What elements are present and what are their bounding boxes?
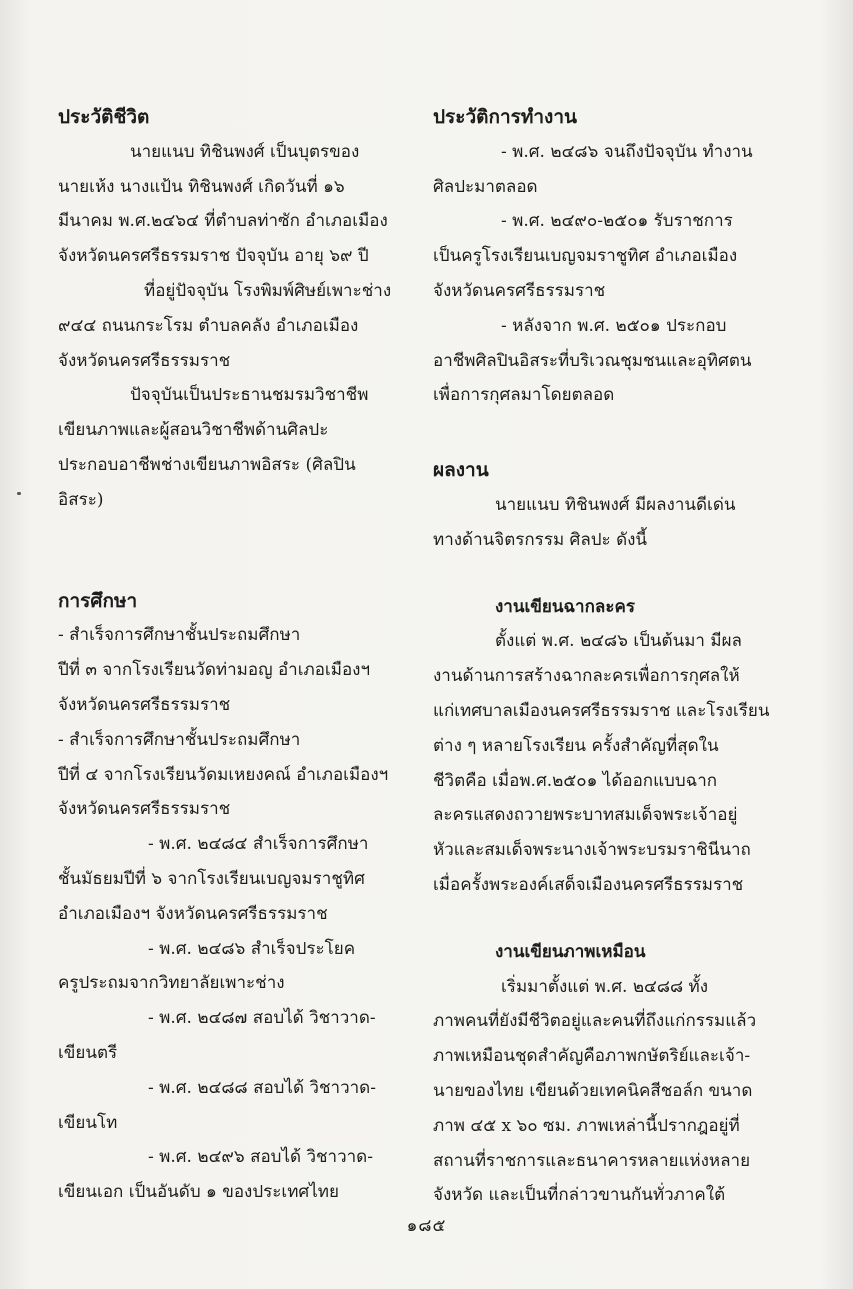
text-line: ประกอบอาชีพช่างเขียนภาพอิสระ (ศิลปิน xyxy=(58,454,356,475)
text-line: เขียนโท xyxy=(58,1112,118,1133)
portrait-heading: งานเขียนภาพเหมือน xyxy=(495,941,646,962)
text-line: เขียนภาพและผู้สอนวิชาชีพด้านศิลปะ xyxy=(58,420,329,441)
text-line: ชีวิตคือ เมื่อพ.ศ.๒๕๐๑ ได้ออกแบบฉาก xyxy=(433,770,718,791)
text-line: - พ.ศ. ๒๔๙๖ สอบได้ วิชาวาด- xyxy=(148,1147,373,1168)
text-line: ภาพเหมือนชุดสำคัญคือภาพกษัตริย์และเจ้า- xyxy=(433,1046,751,1067)
text-line: - พ.ศ. ๒๔๘๖ สำเร็จประโยค xyxy=(148,938,356,959)
text-line: เริ่มมาตั้งแต่ พ.ศ. ๒๔๘๘ ทั้ง xyxy=(501,976,709,997)
text-line: นายแนบ ทิชินพงศ์ มีผลงานดีเด่น xyxy=(495,494,736,515)
text-line: - สำเร็จการศึกษาชั้นประถมศึกษา xyxy=(58,625,301,646)
text-line: จังหวัดนครศรีธรรมราช xyxy=(433,280,606,301)
text-line: อิสระ) xyxy=(58,489,104,510)
text-line: - พ.ศ. ๒๔๘๗ สอบได้ วิชาวาด- xyxy=(148,1008,376,1029)
text-line: ๙๔๔ ถนนกระโรม ตำบลคลัง อำเภอเมือง xyxy=(58,315,359,336)
text-line: - หลังจาก พ.ศ. ๒๕๐๑ ประกอบ xyxy=(501,315,727,336)
text-line: ภาพคนที่ยังมีชีวิตอยู่และคนที่ถึงแก่กรรมแล้ว xyxy=(433,1011,757,1032)
text-line: ทางด้านจิตรกรรม ศิลปะ ดังนี้ xyxy=(433,529,648,550)
text-line: - พ.ศ. ๒๔๘๖ จนถึงปัจจุบัน ทำงาน xyxy=(501,141,753,162)
text-line: อำเภอเมืองฯ จังหวัดนครศรีธรรมราช xyxy=(58,903,328,924)
text-line: เพื่อการกุศลมาโดยตลอด xyxy=(433,385,615,406)
text-line: นายแนบ ทิชินพงศ์ เป็นบุตรของ xyxy=(130,141,360,162)
text-line: ศิลปะมาตลอด xyxy=(433,176,538,197)
text-line: ปีที่ ๔ จากโรงเรียนวัดมเหยงคณ์ อำเภอเมืองฯ xyxy=(58,764,389,785)
text-line: เมื่อครั้งพระองค์เสด็จเมืองนครศรีธรรมราช xyxy=(433,874,744,895)
text-line: เขียนเอก เป็นอันดับ ๑ ของประเทศไทย xyxy=(58,1182,339,1203)
text-line: ต่าง ๆ หลายโรงเรียน ครั้งสำคัญที่สุดใน xyxy=(433,735,719,756)
left-column xyxy=(58,100,410,1210)
text-line: ภาพ ๔๕ x ๖๐ ซม. ภาพเหล่านี้ปรากฎอยู่ที่ xyxy=(433,1115,740,1136)
text-line: ที่อยู่ปัจจุบัน โรงพิมพ์ศิษย์เพาะช่าง xyxy=(144,280,392,301)
text-line: จังหวัดนครศรีธรรมราช xyxy=(58,799,231,820)
margin-mark xyxy=(17,492,21,495)
works-heading: ผลงาน xyxy=(433,459,489,482)
text-line: - พ.ศ. ๒๔๙๐-๒๕๐๑ รับราชการ xyxy=(501,211,733,232)
text-line: ครูประถมจากวิทยาลัยเพาะช่าง xyxy=(58,973,285,994)
text-line: ชั้นมัธยมปีที่ ๖ จากโรงเรียนเบญจมราชูทิศ xyxy=(58,868,365,889)
work-history-heading: ประวัติการทำงาน xyxy=(433,106,577,128)
text-line: จังหวัดนครศรีธรรมราช xyxy=(58,694,231,715)
text-line: - พ.ศ. ๒๔๘๔ สำเร็จการศึกษา xyxy=(148,834,369,855)
text-line: อาชีพศิลปินอิสระที่บริเวณชุมชนและอุทิศตน xyxy=(433,350,752,371)
text-line: สถานที่ราชการและธนาคารหลายแห่งหลาย xyxy=(433,1150,751,1171)
text-line: ปัจจุบันเป็นประธานชมรมวิชาชีพ xyxy=(130,385,369,406)
text-line: ละครแสดงถวายพระบาทสมเด็จพระเจ้าอยู่ xyxy=(433,805,738,826)
text-line: หัวและสมเด็จพระนางเจ้าพระบรมราชินีนาถ xyxy=(433,840,751,861)
text-line: มีนาคม พ.ศ.๒๔๖๔ ที่ตำบลท่าซัก อำเภอเมือง xyxy=(58,211,388,232)
text-line: - สำเร็จการศึกษาชั้นประถมศึกษา xyxy=(58,729,301,750)
biography-heading: ประวัติชีวิต xyxy=(58,106,150,128)
text-line: นายของไทย เขียนด้วยเทคนิคสีชอล์ก ขนาด xyxy=(433,1080,753,1101)
right-column xyxy=(433,100,778,1213)
text-line: แก่เทศบาลเมืองนครศรีธรรมราช และโรงเรียน xyxy=(433,700,770,721)
text-line: จังหวัดนครศรีธรรมราช ปัจจุบัน อายุ ๖๙ ปี xyxy=(58,246,369,267)
stage-set-heading: งานเขียนฉากละคร xyxy=(495,596,635,617)
text-line: นายเห้ง นางแป้น ทิชินพงศ์ เกิดวันที่ ๑๖ xyxy=(58,176,345,197)
text-line: - พ.ศ. ๒๔๘๘ สอบได้ วิชาวาด- xyxy=(148,1077,376,1098)
text-line: งานด้านการสร้างฉากละครเพื่อการกุศลให้ xyxy=(433,666,740,687)
text-line: เขียนตรี xyxy=(58,1042,118,1063)
text-line: เป็นครูโรงเรียนเบญจมราชูทิศ อำเภอเมือง xyxy=(433,246,738,267)
education-heading: การศึกษา xyxy=(58,589,138,612)
text-line: ปีที่ ๓ จากโรงเรียนวัดท่ามอญ อำเภอเมืองฯ xyxy=(58,660,371,681)
text-line: จังหวัดนครศรีธรรมราช xyxy=(58,350,231,371)
page-number: ๑๘๕ xyxy=(406,1216,447,1236)
text-line: ตั้งแต่ พ.ศ. ๒๔๘๖ เป็นต้นมา มีผล xyxy=(495,631,742,652)
text-line: จังหวัด และเป็นที่กล่าวขานกันทั่วภาคใต้ xyxy=(433,1185,726,1206)
